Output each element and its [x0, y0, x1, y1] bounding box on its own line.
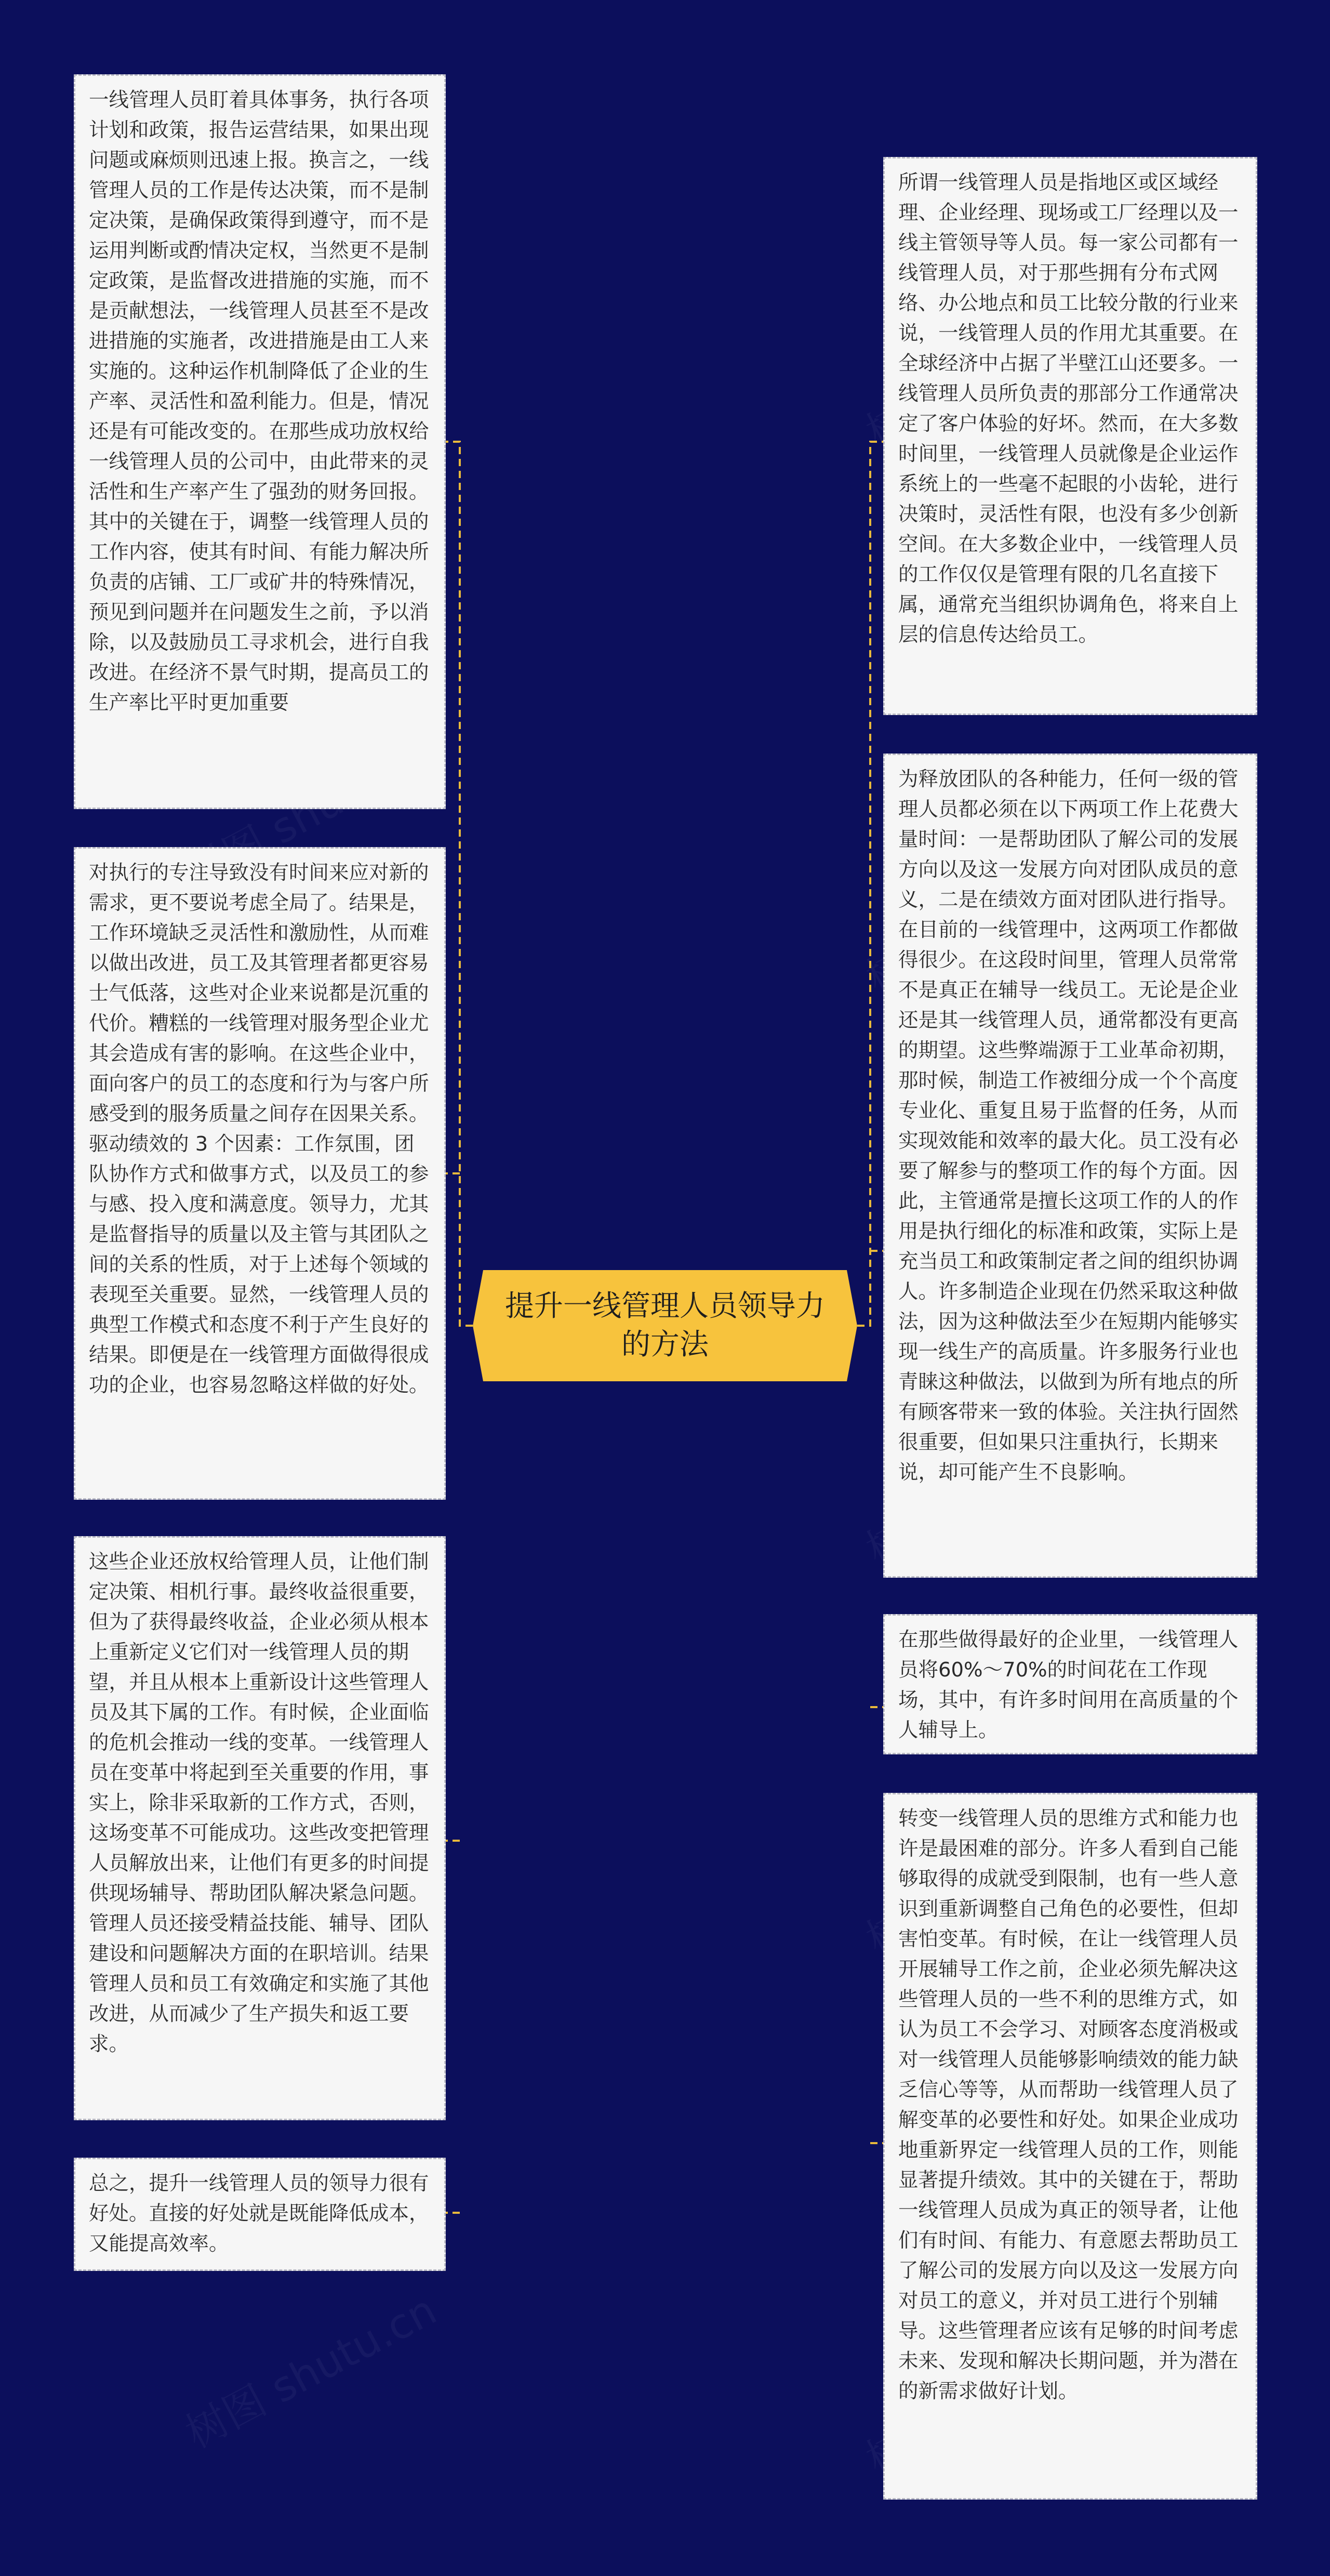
right-node-4: 转变一线管理人员的思维方式和能力也许是最困难的部分。许多人看到自己能够取得的成就受到限制，也有一些人意识到重新调整自己角色的必要性，但却害怕变革。有时候，在让一线管理人员开展辅导工作之前，企业必须先解决这些管理人员的一些不利的思维方式，如认为员工不会学习、对顾客态度消极或对一线管理人员能够影响绩效的能力缺乏信心等等，从而帮助一线管理人员了解变革的必要性和好处。如果企业成功地重新界定一线管理人员的工作，则能显著提升绩效。其中的关键在于，帮助一线管理人员成为真正的领导者，让他们有时间、有能力、有意愿去帮助员工了解公司的发展方向以及这一发展方向对员工的意义，并对员工进行个别辅导。这些管理者应该有足够的时间考虑未来、发现和解决长期问题，并为潜在的新需求做好计划。: [883, 1793, 1257, 2500]
connector-right-trunk: [857, 442, 883, 2143]
left-node-2: 对执行的专注导致没有时间来应对新的需求，更不要说考虑全局了。结果是，工作环境缺乏灵活性和激励性，从而难以做出改进，员工及其管理者都更容易士气低落，这些对企业来说都是沉重的代价。糟糕的一线管理对服务型企业尤其会造成有害的影响。在这些企业中，面向客户的员工的态度和行为与客户所感受到的服务质量之间存在因果关系。驱动绩效的 3 个因素：工作氛围，团队协作方式和做事方式，以及员工的参与感、投入度和满意度。领导力，尤其是监督指导的质量以及主管与其团队之间的关系的性质，对于上述每个领域的表现至关重要。显然，一线管理人员的典型工作模式和态度不利于产生良好的结果。即便是在一线管理方面做得很成功的企业，也容易忽略这样做的好处。: [74, 847, 446, 1500]
central-topic: 提升一线管理人员领导力 的方法: [505, 1289, 825, 1362]
right-node-3: 在那些做得最好的企业里，一线管理人员将60%～70%的时间花在工作现场，其中，有许多时间用在高质量的个人辅导上。: [883, 1614, 1257, 1754]
connector-left-trunk: [446, 442, 473, 2213]
right-node-2: 为释放团队的各种能力，任何一级的管理人员都必须在以下两项工作上花费大量时间：一是帮助团队了解公司的发展方向以及这一发展方向对团队成员的意义，二是在绩效方面对团队进行指导。在目前的一线管理中，这两项工作都做得很少。在这段时间里，管理人员常常不是真正在辅导一线员工。无论是企业还是其一线管理人员，通常都没有更高的期望。这些弊端源于工业革命初期，那时候，制造工作被细分成一个个高度专业化、重复且易于监督的任务，从而实现效能和效率的最大化。员工没有必要了解参与的整项工作的每个方面。因此，主管通常是擅长这项工作的人的作用是执行细化的标准和政策，实际上是充当员工和政策制定者之间的组织协调人。许多制造企业现在仍然采取这种做法，因为这种做法至少在短期内能够实现一线生产的高质量。许多服务行业也青睐这种做法，以做到为所有地点的所有顾客带来一致的体验。关注执行固然很重要，但如果只注重执行，长期来说，却可能产生不良影响。: [883, 754, 1257, 1578]
left-node-4: 总之，提升一线管理人员的领导力很有好处。直接的好处就是既能降低成本，又能提高效率。: [74, 2158, 446, 2271]
left-node-3: 这些企业还放权给管理人员，让他们制定决策、相机行事。最终收益很重要，但为了获得最终收益，企业必须从根本上重新定义它们对一线管理人员的期望，并且从根本上重新设计这些管理人员及其下属的工作。有时候，企业面临的危机会推动一线的变革。一线管理人员在变革中将起到至关重要的作用，事实上，除非采取新的工作方式，否则，这场变革不可能成功。这些改变把管理人员解放出来，让他们有更多的时间提供现场辅导、帮助团队解决紧急问题。管理人员还接受精益技能、辅导、团队建设和问题解决方面的在职培训。结果管理人员和员工有效确定和实施了其他改进，从而减少了生产损失和返工要求。: [74, 1536, 446, 2120]
left-node-1: 一线管理人员盯着具体事务，执行各项计划和政策，报告运营结果，如果出现问题或麻烦则迅速上报。换言之，一线管理人员的工作是传达决策，而不是制定决策，是确保政策得到遵守，而不是运用判断或酌情决定权，当然更不是制定政策，是监督改进措施的实施，而不是贡献想法，一线管理人员甚至不是改进措施的实施者，改进措施是由工人来实施的。这种运作机制降低了企业的生产率、灵活性和盈利能力。但是，情况还是有可能改变的。在那些成功放权给一线管理人员的公司中，由此带来的灵活性和生产率产生了强劲的财务回报。其中的关键在于，调整一线管理人员的工作内容，使其有时间、有能力解决所负责的店铺、工厂或矿井的特殊情况，预见到问题并在问题发生之前，予以消除，以及鼓励员工寻求机会，进行自我改进。在经济不景气时期，提高员工的生产率比平时更加重要: [74, 74, 446, 809]
right-node-1: 所谓一线管理人员是指地区或区域经理、企业经理、现场或工厂经理以及一线主管领导等人员。每一家公司都有一线管理人员，对于那些拥有分布式网络、办公地点和员工比较分散的行业来说，一线管理人员的作用尤其重要。在全球经济中占据了半壁江山还要多。一线管理人员所负责的那部分工作通常决定了客户体验的好坏。然而，在大多数时间里，一线管理人员就像是企业运作系统上的一些毫不起眼的小齿轮，进行决策时，灵活性有限，也没有多少创新空间。在大多数企业中，一线管理人员的工作仅仅是管理有限的几名直接下属，通常充当组织协调角色，将来自上层的信息传达给员工。: [883, 157, 1257, 715]
